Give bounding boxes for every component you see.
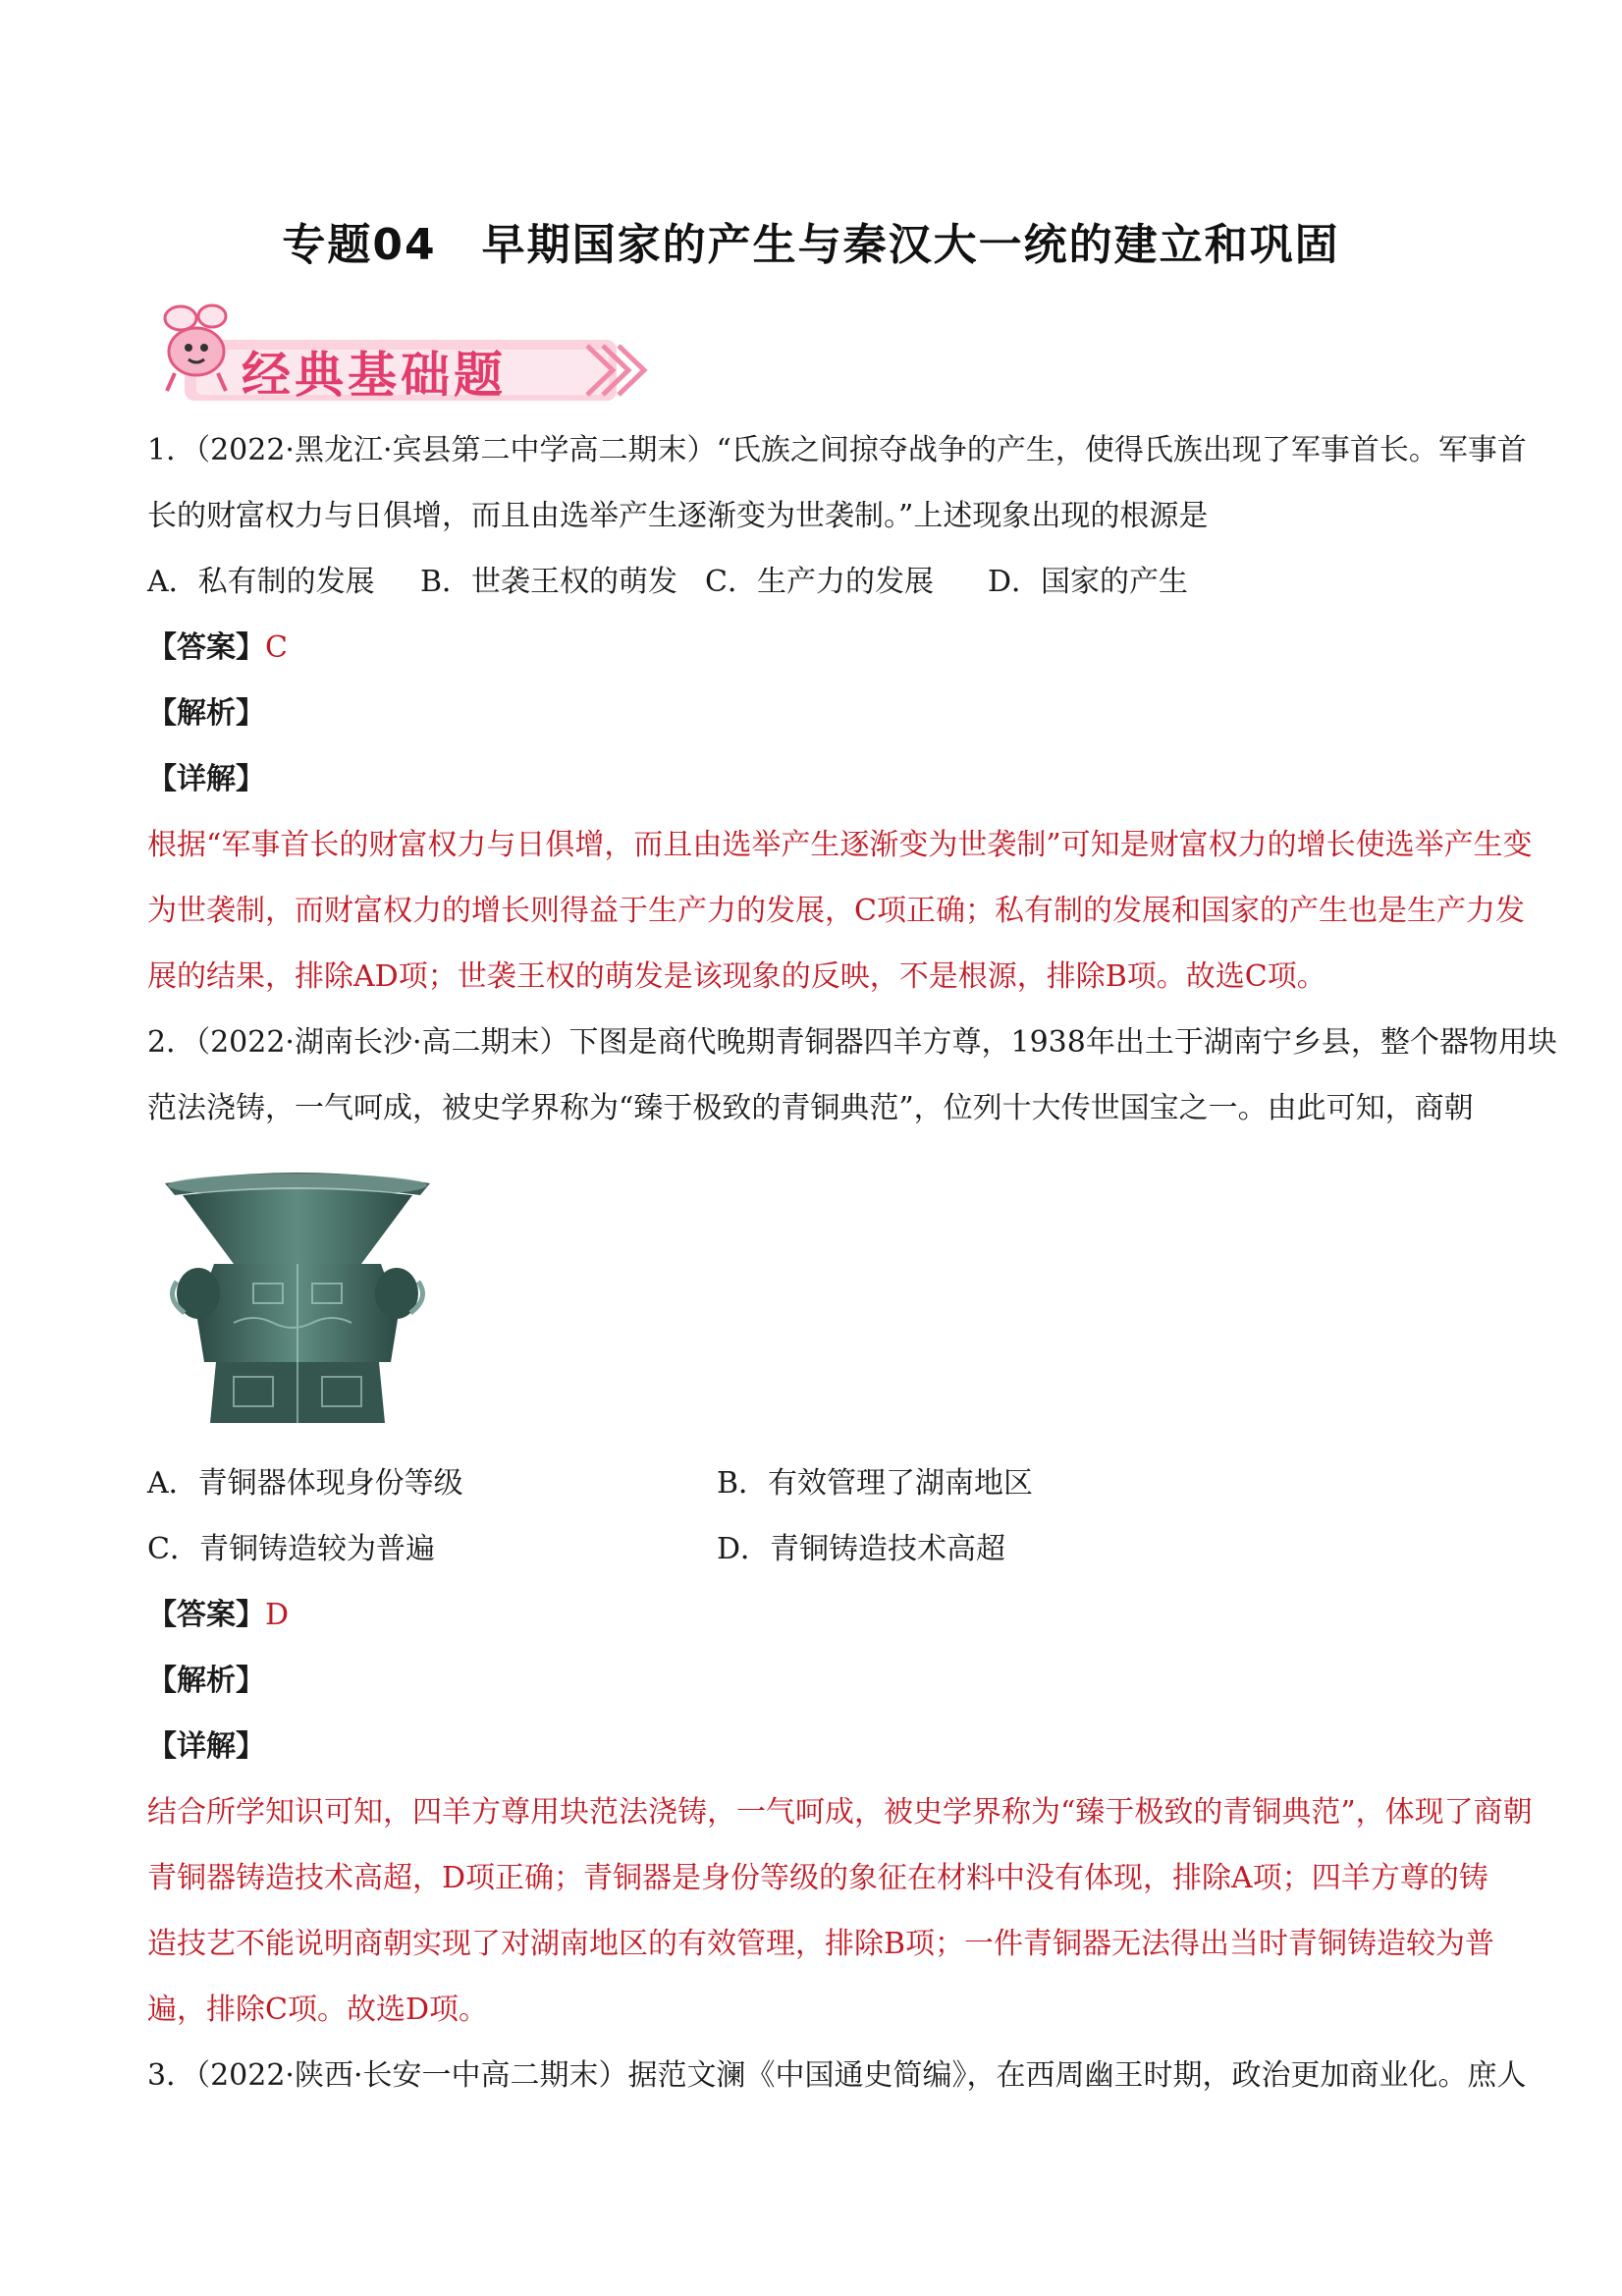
option-c: C．青铜铸造较为普遍 [147,1532,435,1566]
detail-line: 为世袭制，而财富权力的增长则得益于生产力的发展，C项正确；私有制的发展和国家的产生也是生产力发 [147,894,1525,928]
answer-value: D [265,1598,290,1632]
answer-label: 【答案】 [147,630,265,665]
answer-line [147,615,1483,681]
option-b: B．世袭王权的萌发 [420,565,678,599]
question-1 [147,417,1533,1010]
detail-line: 遍，排除C项。故选D项。 [147,1993,489,2027]
analysis-label: 【解析】 [147,1664,265,1698]
option-row [147,1516,1483,1582]
option-row [147,549,1483,615]
question-stem-line: 长的财富权力与日俱增，而且由选举产生逐渐变为世袭制。”上述现象出现的根源是 [147,499,1209,533]
detail-label: 【详解】 [147,1729,265,1764]
bronze-vessel-image [155,1166,440,1431]
option-c: C．生产力的发展 [705,565,934,599]
detail-line: 造技艺不能说明商朝实现了对湖南地区的有效管理，排除B项；一件青铜器无法得出当时青铜铸造较为普 [147,1927,1495,1961]
question-stem-line: 范法浇铸，一气呵成，被史学界称为“臻于极致的青铜典范”，位列十大传世国宝之一。由此可知，商朝 [147,1091,1474,1125]
question-2 [147,1010,1557,2043]
option-b: B．有效管理了湖南地区 [717,1466,1034,1501]
detail-line: 展的结果，排除AD项；世袭王权的萌发是该现象的反映，不是根源，排除B项。故选C项。 [147,959,1326,994]
analysis-label: 【解析】 [147,696,265,731]
question-3 [147,2043,1527,2108]
answer-label: 【答案】 [147,1598,265,1632]
detail-line: 根据“军事首长的财富权力与日俱增，而且由选举产生逐渐变为世袭制”可知是财富权力的增长使选举产生变 [147,828,1533,862]
option-row [147,1450,1483,1516]
option-d: D．青铜铸造技术高超 [717,1532,1006,1566]
question-stem-line: 1．（2022·黑龙江·宾县第二中学高二期末）“氏族之间掠夺战争的产生，使得氏族出现了军事首长。军事首 [147,433,1527,467]
option-a: A．青铜器体现身份等级 [147,1466,463,1501]
answer-line [147,1582,1483,1648]
answer-value: C [265,630,288,665]
detail-label: 【详解】 [147,762,265,796]
page-title: 专题04 早期国家的产生与秦汉大一统的建立和巩固 [282,220,1340,270]
section-banner [145,293,666,403]
detail-line: 青铜器铸造技术高超，D项正确；青铜器是身份等级的象征在材料中没有体现，排除A项；四羊方尊的铸 [147,1861,1488,1895]
option-d: D．国家的产生 [988,565,1189,599]
question-list [147,417,1557,2108]
question-stem-line: 3．（2022·陕西·长安一中高二期末）据范文澜《中国通史简编》，在西周幽王时期，政治更加商业化。庶人 [147,2058,1527,2093]
option-a: A．私有制的发展 [147,565,375,599]
section-label: 经典基础题 [242,347,507,404]
detail-line: 结合所学知识可知，四羊方尊用块范法浇铸，一气呵成，被史学界称为“臻于极致的青铜典范”，体现了商朝 [147,1795,1533,1830]
question-stem-line: 2．（2022·湖南长沙·高二期末）下图是商代晚期青铜器四羊方尊，1938年出土于湖南宁乡县，整个器物用块 [147,1025,1557,1060]
